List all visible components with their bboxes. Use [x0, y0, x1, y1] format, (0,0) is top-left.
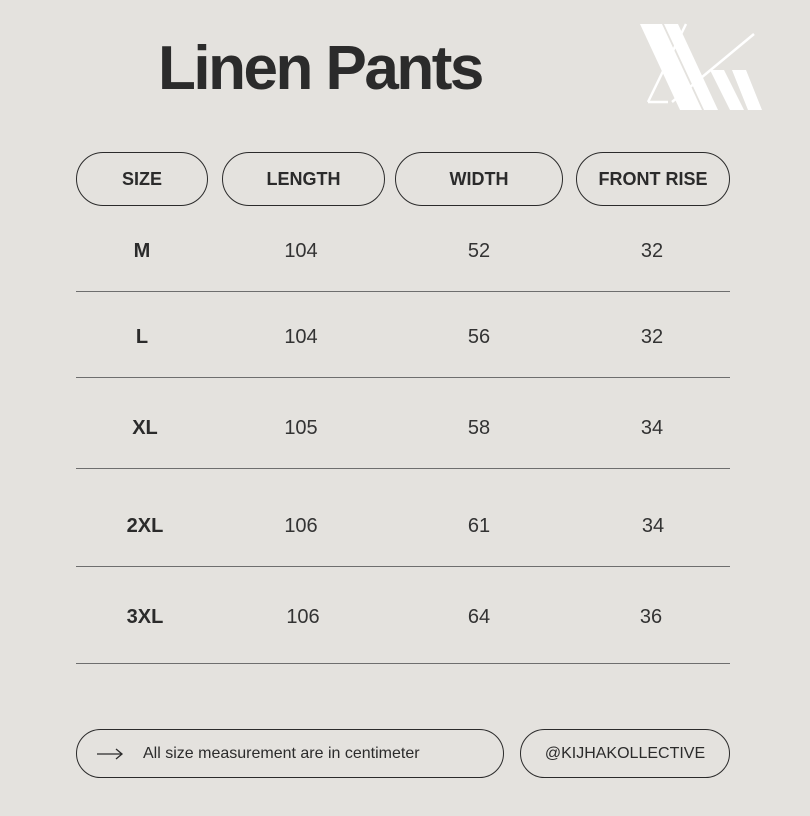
table-cell-front-rise: 36 — [639, 606, 663, 628]
header-length: LENGTH — [222, 152, 385, 206]
social-handle-text: @KIJHAKOLLECTIVE — [544, 744, 706, 762]
table-cell-width: 56 — [467, 326, 491, 348]
table-cell-width: 61 — [467, 515, 491, 537]
table-cell-front-rise: 34 — [640, 417, 664, 439]
header-front-rise: FRONT RISE — [576, 152, 730, 206]
table-cell-size: 3XL — [126, 606, 164, 628]
table-cell-width: 52 — [467, 240, 491, 262]
table-cell-length: 106 — [284, 515, 318, 537]
arrow-right-icon — [96, 747, 124, 761]
table-cell-size: 2XL — [126, 515, 164, 537]
row-divider — [76, 663, 730, 664]
table-cell-size: M — [133, 240, 151, 262]
table-cell-size: L — [135, 326, 149, 348]
table-cell-width: 64 — [467, 606, 491, 628]
header-width: WIDTH — [395, 152, 563, 206]
row-divider — [76, 566, 730, 567]
table-cell-width: 58 — [467, 417, 491, 439]
social-handle[interactable] — [520, 729, 730, 778]
table-cell-front-rise: 32 — [640, 326, 664, 348]
row-divider — [76, 291, 730, 292]
measurement-note — [76, 729, 504, 778]
kijha-logo-icon — [638, 20, 764, 114]
row-divider — [76, 377, 730, 378]
page-title: Linen Pants — [158, 34, 482, 103]
table-cell-length: 104 — [284, 240, 318, 262]
table-cell-length: 105 — [284, 417, 318, 439]
table-cell-size: XL — [132, 417, 158, 439]
table-cell-length: 104 — [284, 326, 318, 348]
table-cell-front-rise: 32 — [640, 240, 664, 262]
row-divider — [76, 468, 730, 469]
table-cell-length: 106 — [286, 606, 320, 628]
table-cell-front-rise: 34 — [641, 515, 665, 537]
header-size: SIZE — [76, 152, 208, 206]
measurement-note-text: All size measurement are in centimeter — [143, 744, 420, 762]
